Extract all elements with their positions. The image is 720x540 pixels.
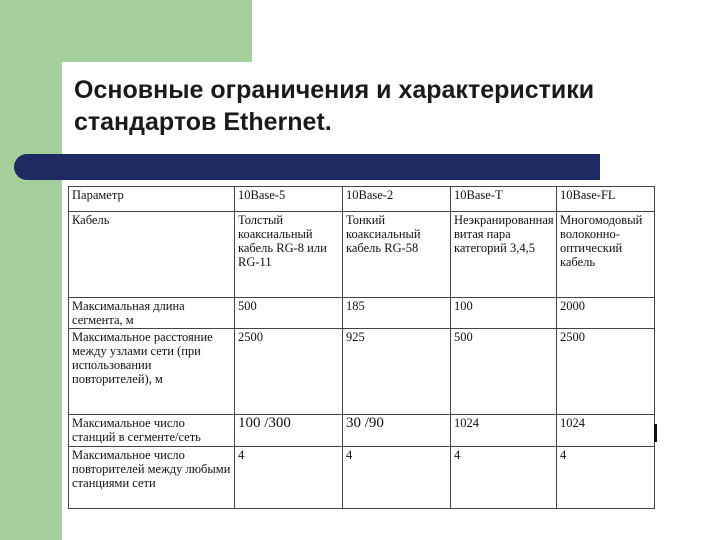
table-cell: 100 [451,298,557,329]
table-row [69,447,655,509]
header-cell: 10Base-5 [235,187,343,212]
table-cell: 185 [343,298,451,329]
table-cell: 2000 [557,298,655,329]
decor-green-strip [0,62,62,540]
table-cell: Тонкий коаксиальный кабель RG-58 [343,212,451,298]
table-cell: Максимальное число станций в сегменте/сеть [69,415,235,447]
table-row [69,298,655,329]
header-cell: 10Base-2 [343,187,451,212]
table-cell: 4 [451,447,557,509]
table-header-row [69,187,655,212]
table-cell: 100 /300 [235,415,343,447]
table-cell: 4 [557,447,655,509]
slide-title: Основные ограничения и характеристики стандартов Ethernet. [74,76,595,136]
table-cell: 2500 [557,329,655,415]
table-cell: 4 [235,447,343,509]
table-cell: 500 [235,298,343,329]
table-cell: 4 [343,447,451,509]
table-row [69,415,655,447]
table-cell: 2500 [235,329,343,415]
ethernet-standards-table [68,186,655,509]
table-row [69,212,655,298]
table-cell: 1024 [557,415,655,447]
table-cell: Толстый коаксиальный кабель RG-8 или RG-11 [235,212,343,298]
table-cell: Максимальное число повторителей между любыми станциями сети [69,447,235,509]
table-cell: 1024 [451,415,557,447]
title-underline-bar [14,154,600,180]
table-row [69,329,655,415]
table-cell: Кабель [69,212,235,298]
decor-green-block [0,0,252,62]
header-cell: 10Base-FL [557,187,655,212]
header-cell: Параметр [69,187,235,212]
header-cell: 10Base-T [451,187,557,212]
table-cell: Максимальное расстояние между узлами сети (при использовании повторителей), м [69,329,235,415]
table-cell: 925 [343,329,451,415]
table-cell: Многомодовый волоконно-оптический кабель [557,212,655,298]
table-cell: 30 /90 [343,415,451,447]
table-cell: Максимальная длина сегмента, м [69,298,235,329]
table-cell: Неэкранированная витая пара категорий 3,4,5 [451,212,557,298]
table-cell: 500 [451,329,557,415]
table-edge-mark [654,424,657,442]
